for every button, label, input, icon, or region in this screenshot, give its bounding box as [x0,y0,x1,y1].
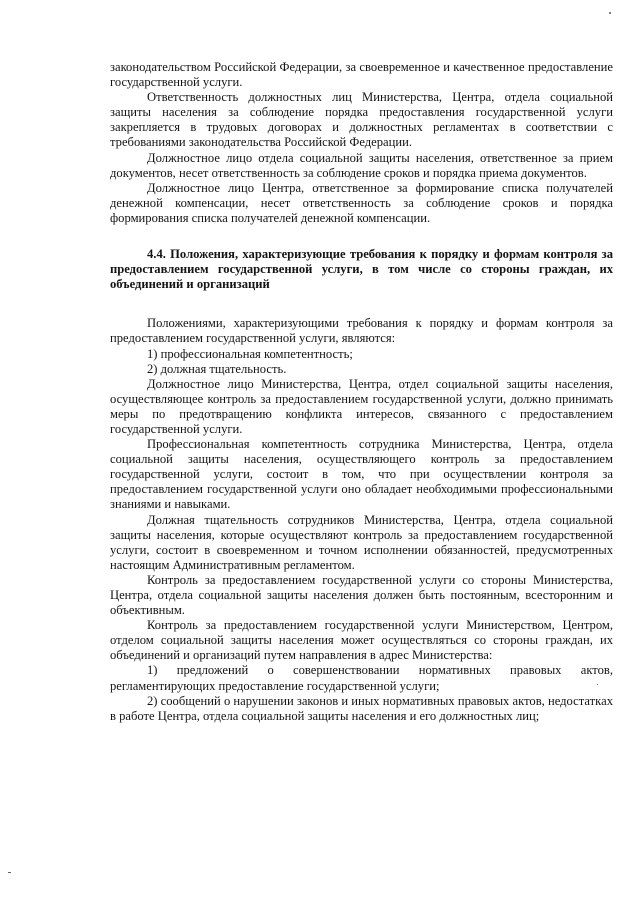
document-text [110,60,613,724]
scan-speck [609,12,611,14]
paragraph-continuation: законодательством Российской Федерации, за своевременное и качественное предоставление государственной услуги. [110,60,613,90]
list-item-competence: 1) профессиональная компетентность; [147,346,353,361]
paragraph-professional-competence: Профессиональная компетентность сотрудника Министерства, Центра, отдела социальной защиты населения, осуществляющего контроль за предоставлением государственной услуги, состоит в том, что при осуществлении контроля за предоставлением государственной услуги оно обладает необходимыми профессиональными знаниями и навыками. [110,437,613,512]
list-item-diligence: 2) должная тщательность. [147,361,287,376]
paragraph-due-diligence: Должная тщательность сотрудников Министерства, Центра, отдела социальной защиты населения, которые осуществляют контроль за предоставлением государственной услуги, состоит в своевременном и точном исполнении обязанностей, предусмотренных настоящим Административным регламентом. [110,512,613,572]
paragraph-citizen-control: Контроль за предоставлением государственной услуги Министерством, Центром, отделом социальной защиты населения может осуществляться со стороны граждан, их объединений и организаций путем направления в адрес Министерства: [110,618,613,663]
paragraph-responsibility-officials: Ответственность должностных лиц Министерства, Центра, отдела социальной защиты населения за соблюдение порядка предоставления государственной услуги закрепляется в трудовых договорах и должностных регламентах в соответствии с требованиями законодательства Российской Федерации. [110,90,613,150]
list-item-reports: 2) сообщений о нарушении законов и иных нормативных правовых актов, недостатках в работе Центра, отдела социальной защиты населения и его должностных лиц; [110,693,613,723]
scan-speck [8,872,11,873]
paragraph-conflict-of-interest: Должностное лицо Министерства, Центра, отдел социальной защиты населения, осуществляющее контроль за предоставлением государственной услуги, должно принимать меры по предотвращению конфликта интересов, связанного с предоставлением государственной услуги. [110,376,613,436]
paragraph-control-provisions: Положениями, характеризующими требования к порядку и формам контроля за предоставлением государственной услуги, являются: [110,316,613,346]
paragraph-recipient-list: Должностное лицо Центра, ответственное за формирование списка получателей денежной компенсации, несет ответственность за соблюдение сроков и порядка формирования списка получателей денежной компенсации. [110,180,613,225]
section-heading: 4.4. Положения, характеризующие требования к порядку и формам контроля за предоставлением государственной услуги, в том числе со стороны граждан, их объединений и организаций [110,247,613,292]
scan-speck [597,684,598,685]
list-item-proposals: 1) предложений о совершенствовании нормативных правовых актов, регламентирующих предоставление государственной услуги; [110,663,613,693]
paragraph-document-acceptance: Должностное лицо отдела социальной защиты населения, ответственное за прием документов, несет ответственность за соблюдение сроков и порядка приема документов. [110,150,613,180]
paragraph-control-constant: Контроль за предоставлением государственной услуги со стороны Министерства, Центра, отдела социальной защиты населения должен быть постоянным, всесторонним и объективным. [110,572,613,618]
